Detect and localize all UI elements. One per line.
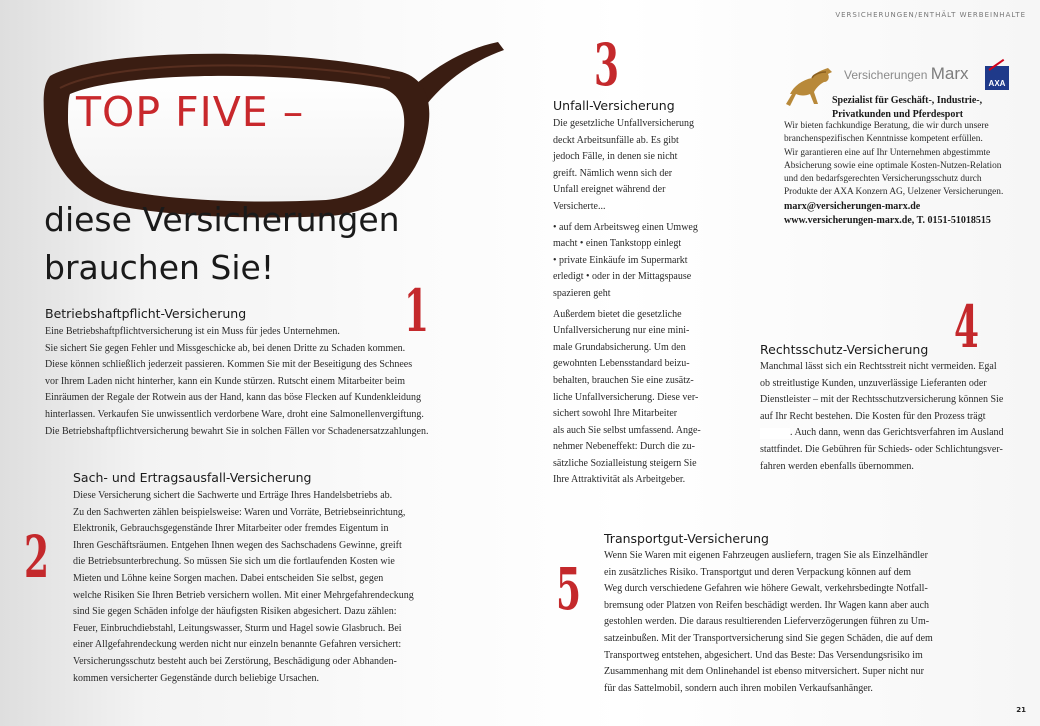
section-title-betriebshaftpflicht: Betriebshaftpflicht-Versicherung xyxy=(45,306,247,321)
text-line: und den bedarfsgerechten Versicherungsschutz durch xyxy=(784,174,982,185)
text-line: Manchmal lässt sich ein Rechtsstreit nicht vermeiden. Egal xyxy=(760,361,997,372)
section-number-2: 2 xyxy=(24,523,50,591)
text-line: Transportweg entstehen, abgesichert. Und das Beste: Das Versendungsrisiko im xyxy=(604,649,923,661)
text-line: ein zusätzliches Risiko. Transportgut und deren Verpackung können auf dem xyxy=(604,566,911,578)
text-line: Absicherung sowie eine optimale Kosten-Nutzen-Relation xyxy=(784,160,1002,171)
text-line: einer Allgefahrendeckung werden nicht nur einzeln benannte Gefahren versichert: xyxy=(73,639,402,651)
text-line: sind Sie gegen Schäden infolge der häufigsten Risiken abgesichert. Dazu zählen: xyxy=(73,606,397,618)
section-title-sach-ertragsausfall: Sach- und Ertragsausfall-Versicherung xyxy=(73,470,312,485)
text-line: Produkte der AXA Konzern AG, Uelzener Versicherungen. xyxy=(784,187,1004,198)
text-line: Diese Versicherung sichert die Sachwerte und Erträge Ihres Handelsbetriebs ab. xyxy=(73,490,393,501)
text-line: Unfallversicherung nur eine mini- xyxy=(553,325,690,337)
section-title-rechtsschutz: Rechtsschutz-Versicherung xyxy=(760,342,929,357)
text-line: Zusammenhang mit dem Onlinehandel ist ebenso mitversichert. Super nicht nur xyxy=(604,666,924,678)
ad-brand-logo xyxy=(844,64,969,84)
text-line: sätzliche Sozialleistung steigern Sie xyxy=(553,457,697,469)
text-line: male Grundabsicherung. Um den xyxy=(553,341,686,353)
text-line: Versicherte... xyxy=(553,200,606,212)
ad-brand-name: Marx xyxy=(930,64,969,83)
text-line: als auch Sie selbst umfassend. Ange- xyxy=(553,424,701,436)
text-line: jedoch Fälle, in denen sie nicht xyxy=(553,151,678,163)
text-line: bremsung oder Platzen von Reifen beschädigt werden. Ihr Wagen kann aber auch xyxy=(604,599,930,611)
page-headline xyxy=(44,196,504,292)
headline-line-1: diese Versicherungen xyxy=(44,200,400,239)
text-line: . Auch dann, wenn das Gerichtsverfahren im Ausland xyxy=(790,427,1004,439)
page-number: 21 xyxy=(1016,706,1026,714)
text-line: gestohlen werden. Die daraus resultierenden Lieferverzögerungen führen zu Um- xyxy=(604,616,930,628)
axa-logo-icon xyxy=(985,66,1009,90)
section-title-unfall: Unfall-Versicherung xyxy=(553,98,675,113)
text-line: Wir garantieren eine auf Ihr Unternehmen abgestimmte xyxy=(784,147,991,158)
axa-label: AXA xyxy=(988,79,1006,88)
text-line: branchenspezifischen Kenntnisse kompetent erfüllen. xyxy=(784,134,983,145)
text-line: für das Sattelmobil, sondern auch ihren mobilen Verkaufsanhänger. xyxy=(604,682,873,694)
text-line: die Betriebsunterbrechung. So müssen Sie sich um die fortlaufenden Kosten wie xyxy=(73,556,395,568)
text-line: spazieren geht xyxy=(553,287,611,299)
text-line: Die gesetzliche Unfallversicherung xyxy=(553,118,695,129)
text-line: Die Betriebshaftpflichtversicherung bewahrt Sie in solchen Fällen vor Schadenersatzzahlungen. xyxy=(45,425,429,437)
text-line: hinterlassen. Verkaufen Sie unwissentlich verdorbene Ware, droht eine Salmonellenvergiftung. xyxy=(45,408,424,420)
text-line: Wenn Sie Waren mit eigenen Fahrzeugen ausliefern, tragen Sie als Einzelhändler xyxy=(604,550,928,561)
text-line: stattfindet. Die Gebühren für Schieds- oder Schlichtungsver- xyxy=(760,443,1003,455)
text-line: Außerdem bietet die gesetzliche xyxy=(553,308,682,320)
section-body-sach-ertragsausfall xyxy=(73,488,414,687)
text-line: erledigt • oder in der Mittagspause xyxy=(553,271,692,283)
text-line: Weg durch verschiedene Gefahren wie höhere Gewalt, verkehrsbedingte Notfall- xyxy=(604,583,928,595)
axa-slash-mark xyxy=(988,59,1004,71)
section-number-3: 3 xyxy=(594,31,620,99)
redacted-patch xyxy=(760,428,790,439)
section-title-transportgut: Transportgut-Versicherung xyxy=(604,531,769,546)
ad-brand-prefix: Versicherungen xyxy=(844,68,928,82)
text-line: Mieten und Löhne keine Sorgen machen. Dabei entscheiden Sie selbst, gegen xyxy=(73,572,384,584)
text-line-with-blank xyxy=(760,425,1004,442)
text-line: Einräumen der Regale der Rotwein aus der Hand, kann das böse Flecken auf Kundenkleidung xyxy=(45,392,421,404)
section-body-transportgut xyxy=(604,548,933,697)
text-line: Feuer, Einbruchdiebstahl, Leitungswasser, Sturm und Hagel sowie Glasbruch. Bei xyxy=(73,622,402,634)
section-header-tag: VERSICHERUNGEN/ENTHÄLT WERBEINHALTE xyxy=(835,11,1026,19)
text-line: Eine Betriebshaftpflichtversicherung ist ein Muss für jedes Unternehmen. xyxy=(45,326,340,337)
text-line: • private Einkäufe im Supermarkt xyxy=(553,254,688,266)
text-line: Ihren Geschäftsräumen. Entgehen Ihnen wegen des Sachschadens Gewinne, greift xyxy=(73,539,402,551)
section-body-betriebshaftpflicht xyxy=(45,324,428,440)
text-line: ob streitlustige Kunden, unzuverlässige Lieferanten oder xyxy=(760,377,987,389)
top-five-title: TOP FIVE – xyxy=(76,88,305,136)
text-line: Unfall ereignet während der xyxy=(553,184,666,196)
text-line: auf Ihr Recht bestehen. Die Kosten für den Prozess trägt xyxy=(760,410,986,422)
text-line: • auf dem Arbeitsweg einen Umweg xyxy=(553,221,698,233)
ad-web-phone[interactable]: www.versicherungen-marx.de, T. 0151-51018515 xyxy=(784,214,991,226)
text-line: Elektronik, Gebrauchsgegenstände Ihrer Mitarbeiter oder fremdes Eigentum in xyxy=(73,523,389,535)
ad-body xyxy=(784,120,1003,228)
text-line: Versicherungsschutz besteht auch bei Zerstörung, Beschädigung oder Abhanden- xyxy=(73,655,397,667)
section-number-5: 5 xyxy=(556,555,582,623)
text-line: gewohnten Lebensstandard beizu- xyxy=(553,358,690,370)
section-number-4: 4 xyxy=(954,293,980,361)
text-line: greift. Nämlich wenn sich der xyxy=(553,167,673,179)
text-line: nehmer Nebeneffekt: Durch die zu- xyxy=(553,441,695,453)
text-line: Sie sichert Sie gegen Fehler und Missgeschicke ab, bei denen Dritte zu Schaden kommen. xyxy=(45,342,406,354)
text-line: behalten, brauchen Sie eine zusätz- xyxy=(553,374,694,386)
section-number-1: 1 xyxy=(404,277,430,345)
text-line: Wir bieten fachkundige Beratung, die wir durch unsere xyxy=(784,121,989,131)
text-line: Diese können schließlich jederzeit passieren. Kommen Sie mit der Beseitigung des Schnees xyxy=(45,359,413,371)
headline-line-2: brauchen Sie! xyxy=(44,248,275,287)
text-line: Zu den Sachwerten zählen beispielsweise: Waren und Vorräte, Betriebseinrichtung, xyxy=(73,506,406,518)
text-line: Ihre Attraktivität als Arbeitgeber. xyxy=(553,474,686,486)
text-line: vor Ihrem Laden nicht hinterher, kann ein Kunde stürzen. Rutscht einem Mitarbeiter beim xyxy=(45,375,406,387)
section-body-unfall xyxy=(553,116,701,489)
ad-email-link[interactable]: marx@versicherungen-marx.de xyxy=(784,200,921,212)
text-line: fahren werden ebenfalls übernommen. xyxy=(760,460,914,472)
text-line: kommen versicherter Gegenstände durch beliebige Ursachen. xyxy=(73,672,320,684)
section-body-rechtsschutz xyxy=(760,359,1004,475)
text-line: Dienstleister – mit der Rechtsschutzversicherung können Sie xyxy=(760,394,1004,406)
ad-tagline-2: Privatkunden und Pferdesport xyxy=(832,109,964,120)
text-line: liche Unfallversicherung. Diese ver- xyxy=(553,391,699,403)
text-line: macht • einen Tankstopp einlegt xyxy=(553,238,682,250)
text-line: satzeinbußen. Mit der Transportversicherung sind Sie gegen Schäden, die auf dem xyxy=(604,632,933,644)
ad-tagline-1: Spezialist für Geschäft-, Industrie-, xyxy=(832,95,983,106)
text-line: deckt Arbeitsunfälle ab. Es gibt xyxy=(553,134,679,146)
text-line: welche Risiken Sie Ihren Betrieb versichern wollen. Mit einer Mehrgefahrendeckung xyxy=(73,589,414,601)
text-line: sichert sowohl Ihre Mitarbeiter xyxy=(553,408,678,420)
